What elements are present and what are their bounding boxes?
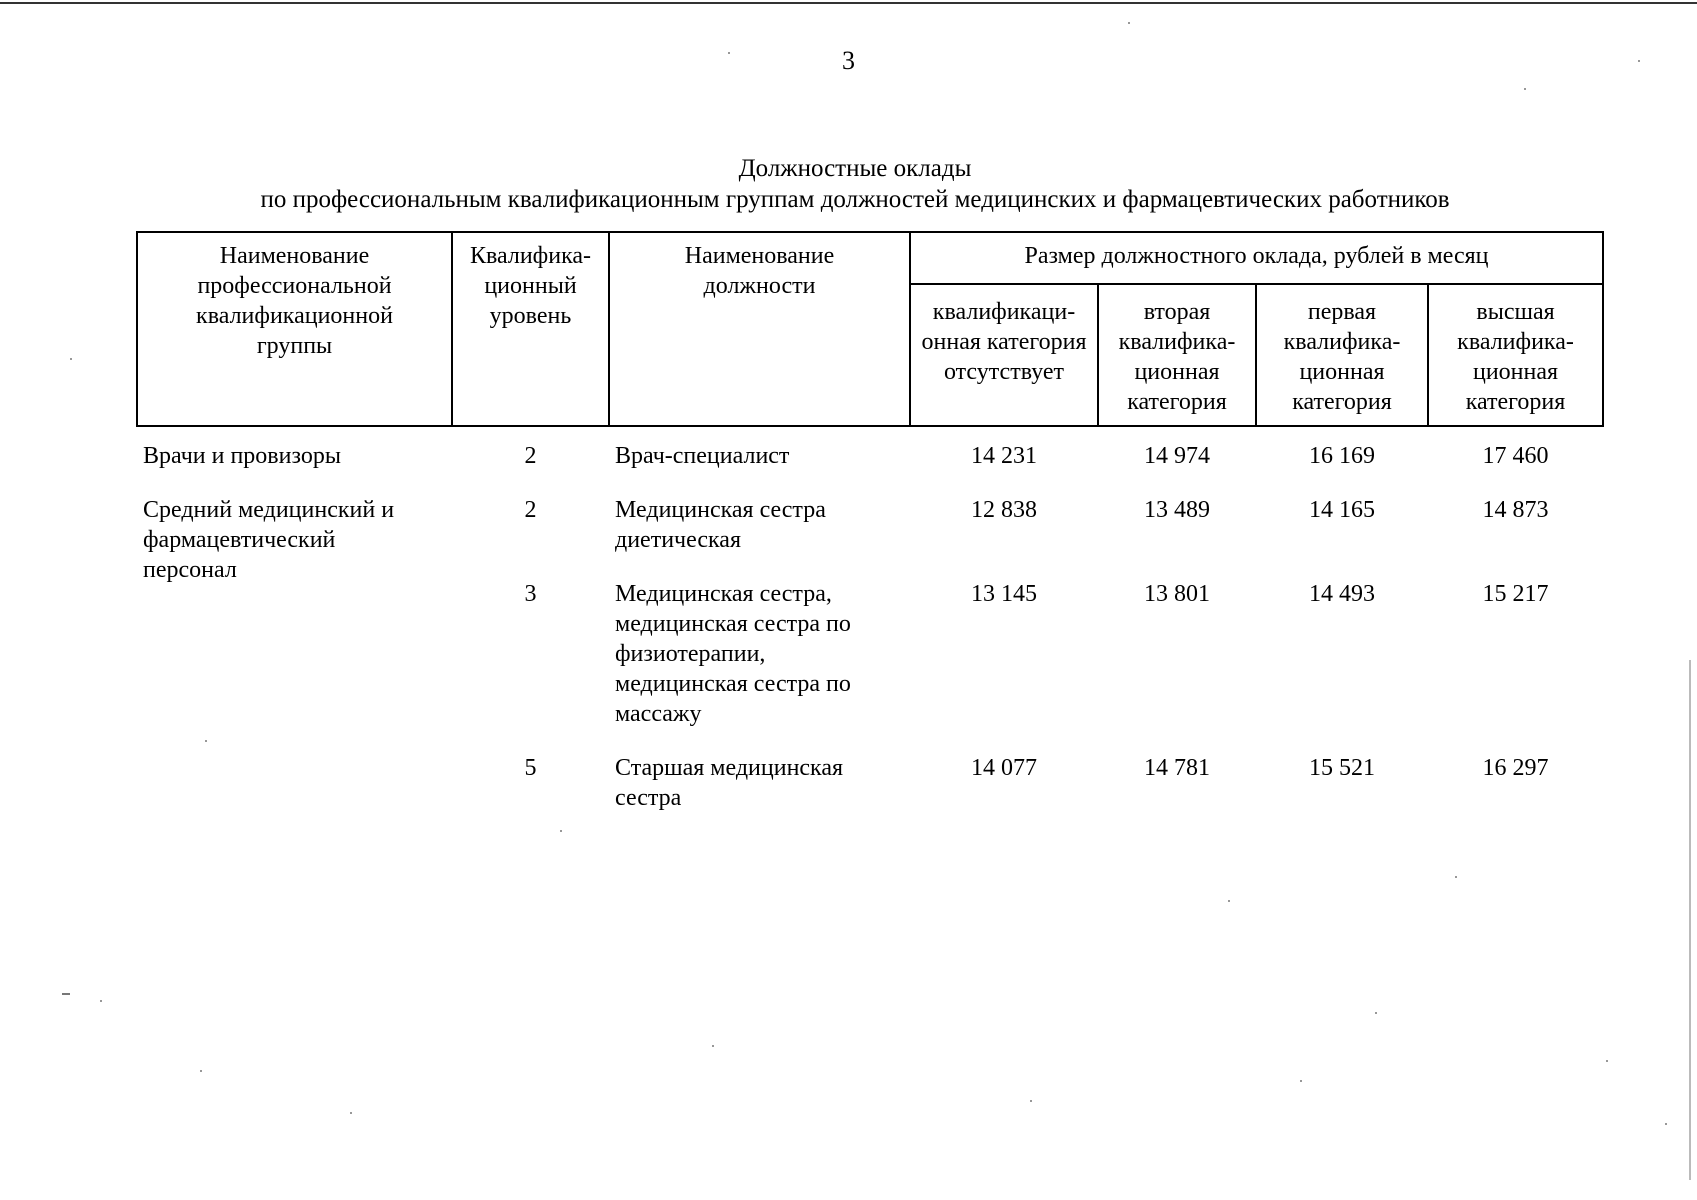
title-line-2: по профессиональным квалификационным группам должностей медицинских и фармацевтических работников: [260, 186, 1450, 213]
position-cell: Медицинская сестра, медицинская сестра по физиотерапии, медицинская сестра по массажу: [615, 581, 851, 727]
salary-cell: 17 460: [1482, 443, 1549, 469]
salary-cell: 13 801: [1144, 581, 1210, 607]
salary-cell: 13 489: [1144, 497, 1210, 523]
header-category-none: квалификаци-онная категория отсутствует: [910, 284, 1098, 426]
salary-cell: 14 873: [1482, 497, 1549, 523]
level-cell: 3: [524, 581, 537, 607]
header-category-second: вторая квалифика-ционная категория: [1098, 284, 1256, 426]
salary-cell: 15 217: [1482, 581, 1549, 607]
salary-cell: 15 521: [1309, 755, 1375, 781]
position-cell: Врач-специалист: [615, 443, 790, 469]
group-cell: Средний медицинский и фармацевтический персонал: [143, 497, 395, 583]
salary-cell: 14 165: [1309, 497, 1375, 523]
salary-cell: 14 077: [971, 755, 1037, 781]
salary-table: [136, 231, 1604, 823]
position-cell: Медицинская сестра диетическая: [615, 497, 826, 553]
salary-cell: 12 838: [971, 497, 1037, 523]
header-position: Наименование должности: [609, 232, 910, 426]
page-number: 3: [842, 46, 855, 75]
position-cell: Старшая медицинская сестра: [615, 755, 844, 811]
document-title: [0, 153, 1697, 215]
salary-cell: 14 781: [1144, 755, 1210, 781]
level-cell: 2: [524, 497, 537, 523]
salary-cell: 16 297: [1482, 755, 1549, 781]
scan-right-edge: [1689, 660, 1691, 1180]
header-salary: Размер должностного оклада, рублей в месяц: [910, 232, 1603, 284]
salary-cell: 14 974: [1144, 443, 1210, 469]
scan-top-rule: [0, 2, 1697, 4]
header-row: [137, 232, 1603, 284]
level-cell: 5: [524, 755, 537, 781]
salary-cell: 16 169: [1309, 443, 1375, 469]
header-category-first: первая квалифика-ционная категория: [1256, 284, 1428, 426]
salary-cell: 14 493: [1309, 581, 1375, 607]
salary-cell: 14 231: [971, 443, 1037, 469]
title-line-1: Должностные оклады: [738, 155, 972, 182]
header-level: Квалифика-ционный уровень: [452, 232, 609, 426]
table-row: [137, 481, 1603, 565]
group-cell: Врачи и провизоры: [143, 443, 341, 469]
header-group: Наименование профессиональной квалификационной группы: [137, 232, 452, 426]
header-category-highest: высшая квалифика-ционная категория: [1428, 284, 1603, 426]
salary-cell: 13 145: [971, 581, 1037, 607]
level-cell: 2: [524, 443, 537, 469]
table-row: [137, 426, 1603, 481]
